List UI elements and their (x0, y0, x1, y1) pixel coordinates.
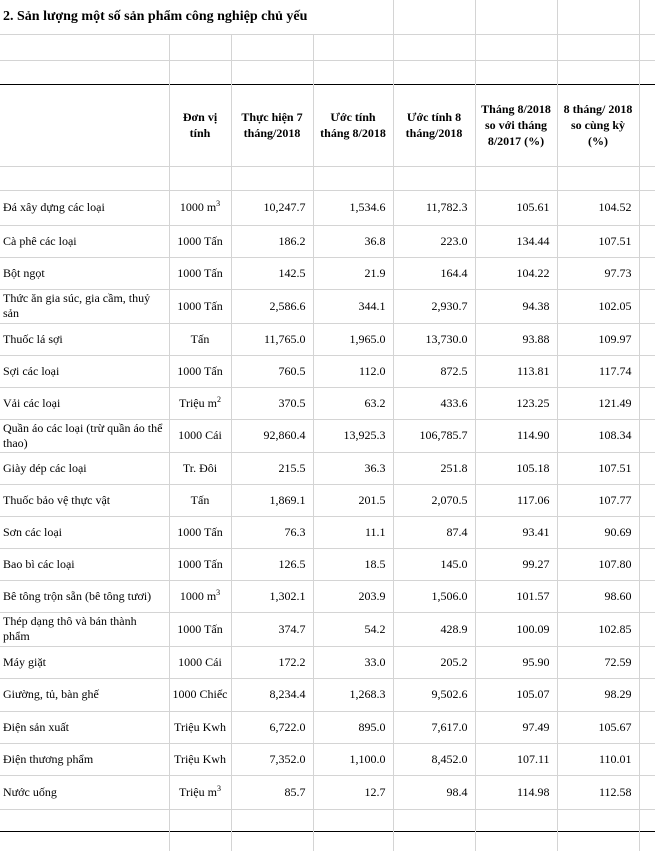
unit-text: 1000 Tấn (177, 363, 223, 378)
value-cell: 2,070.5 (393, 484, 475, 516)
product-unit (169, 711, 231, 743)
value-cell: 11.1 (313, 516, 393, 548)
product-name: Giường, tủ, bàn ghế (0, 678, 169, 711)
value-cell: 7,617.0 (393, 711, 475, 743)
title-row (0, 0, 655, 34)
product-unit (169, 612, 231, 646)
value-cell: 1,100.0 (313, 743, 393, 775)
value-cell: 87.4 (393, 516, 475, 548)
table-row (0, 612, 655, 646)
value-cell: 104.22 (475, 257, 557, 289)
value-cell: 94.38 (475, 289, 557, 323)
value-cell: 8,452.0 (393, 743, 475, 775)
unit-text: 1000 Tấn (177, 298, 223, 313)
table-row (0, 452, 655, 484)
value-cell: 2,930.7 (393, 289, 475, 323)
product-unit (169, 419, 231, 452)
value-cell: 36.3 (313, 452, 393, 484)
value-cell: 112.0 (313, 355, 393, 387)
product-unit (169, 484, 231, 516)
product-name: Nước uống (0, 775, 169, 809)
value-cell: 97.49 (475, 711, 557, 743)
unit-superscript: 3 (216, 587, 221, 597)
value-cell: 113.81 (475, 355, 557, 387)
value-cell: 2,586.6 (231, 289, 313, 323)
unit-text: Triệu Kwh (174, 751, 226, 766)
value-cell: 9,502.6 (393, 678, 475, 711)
value-cell: 760.5 (231, 355, 313, 387)
product-name: Bê tông trộn sẵn (bê tông tươi) (0, 580, 169, 612)
value-cell: 90.69 (557, 516, 639, 548)
value-cell: 114.98 (475, 775, 557, 809)
value-cell: 105.07 (475, 678, 557, 711)
table-row (0, 580, 655, 612)
table-row (0, 516, 655, 548)
value-cell: 85.7 (231, 775, 313, 809)
table-row (0, 355, 655, 387)
value-cell: 1,302.1 (231, 580, 313, 612)
unit-text: 1000 Tấn (177, 621, 223, 636)
unit-text: 1000 Chiếc (172, 687, 228, 701)
unit-text: 1000 m (179, 588, 217, 603)
value-cell: 1,965.0 (313, 323, 393, 355)
value-cell: 1,534.6 (313, 190, 393, 225)
value-cell: 92,860.4 (231, 419, 313, 452)
product-name: Sơn các loại (0, 516, 169, 548)
value-cell: 8,234.4 (231, 678, 313, 711)
value-cell: 215.5 (231, 452, 313, 484)
value-cell: 36.8 (313, 225, 393, 257)
table-title: 2. Sản lượng một số sản phẩm công nghiệp chủ yếu (3, 8, 308, 24)
unit-text: Triệu m (179, 784, 217, 799)
product-name: Quần áo các loại (trừ quần áo thể thao) (0, 419, 169, 452)
value-cell: 344.1 (313, 289, 393, 323)
product-name: Thuốc bảo vệ thực vật (0, 484, 169, 516)
value-cell: 105.67 (557, 711, 639, 743)
value-cell: 114.90 (475, 419, 557, 452)
value-cell: 172.2 (231, 646, 313, 678)
product-unit (169, 225, 231, 257)
unit-text: 1000 Tấn (177, 233, 223, 248)
value-cell: 102.85 (557, 612, 639, 646)
value-cell: 164.4 (393, 257, 475, 289)
value-cell: 134.44 (475, 225, 557, 257)
value-cell: 93.88 (475, 323, 557, 355)
table-row (0, 775, 655, 809)
product-unit (169, 452, 231, 484)
value-cell: 12.7 (313, 775, 393, 809)
value-cell: 98.60 (557, 580, 639, 612)
value-cell: 107.77 (557, 484, 639, 516)
product-unit (169, 775, 231, 809)
product-name: Sợi các loại (0, 355, 169, 387)
unit-superscript: 3 (216, 783, 221, 793)
value-cell: 428.9 (393, 612, 475, 646)
value-cell: 107.11 (475, 743, 557, 775)
unit-text: Triệu Kwh (174, 719, 226, 734)
product-name: Bột ngọt (0, 257, 169, 289)
value-cell: 97.73 (557, 257, 639, 289)
value-cell: 370.5 (231, 387, 313, 419)
product-unit (169, 257, 231, 289)
table-row (0, 323, 655, 355)
value-cell: 18.5 (313, 548, 393, 580)
unit-text: 1000 Tấn (177, 524, 223, 539)
table-row (0, 484, 655, 516)
product-unit (169, 580, 231, 612)
value-cell: 54.2 (313, 612, 393, 646)
value-cell: 98.4 (393, 775, 475, 809)
value-cell: 109.97 (557, 323, 639, 355)
value-cell: 107.51 (557, 452, 639, 484)
table-row (0, 646, 655, 678)
value-cell: 33.0 (313, 646, 393, 678)
value-cell: 11,765.0 (231, 323, 313, 355)
value-cell: 1,268.3 (313, 678, 393, 711)
product-unit (169, 548, 231, 580)
value-cell: 99.27 (475, 548, 557, 580)
value-cell: 117.74 (557, 355, 639, 387)
product-name: Bao bì các loại (0, 548, 169, 580)
value-cell: 105.18 (475, 452, 557, 484)
value-cell: 121.49 (557, 387, 639, 419)
table-row (0, 711, 655, 743)
table-row (0, 548, 655, 580)
product-name: Đá xây dựng các loại (0, 190, 169, 225)
value-cell: 117.06 (475, 484, 557, 516)
value-cell: 98.29 (557, 678, 639, 711)
value-cell: 106,785.7 (393, 419, 475, 452)
unit-text: 1000 Tấn (177, 556, 223, 571)
product-name: Máy giặt (0, 646, 169, 678)
value-cell: 72.59 (557, 646, 639, 678)
value-cell: 107.80 (557, 548, 639, 580)
product-name: Điện sản xuất (0, 711, 169, 743)
product-unit (169, 190, 231, 225)
header-c4: Tháng 8/2018 so với tháng 8/2017 (%) (475, 84, 557, 166)
table-row (0, 225, 655, 257)
product-name: Cà phê các loại (0, 225, 169, 257)
product-unit (169, 355, 231, 387)
value-cell: 11,782.3 (393, 190, 475, 225)
product-name: Giày dép các loại (0, 452, 169, 484)
value-cell: 100.09 (475, 612, 557, 646)
unit-text: 1000 Tấn (177, 265, 223, 280)
table-row (0, 257, 655, 289)
product-name: Điện thương phẩm (0, 743, 169, 775)
header-c1: Thực hiện 7 tháng/2018 (231, 84, 313, 166)
value-cell: 112.58 (557, 775, 639, 809)
value-cell: 1,869.1 (231, 484, 313, 516)
value-cell: 223.0 (393, 225, 475, 257)
unit-text: Tr. Đôi (182, 460, 218, 475)
value-cell: 10,247.7 (231, 190, 313, 225)
value-cell: 95.90 (475, 646, 557, 678)
product-unit (169, 323, 231, 355)
value-cell: 21.9 (313, 257, 393, 289)
product-unit (169, 678, 231, 711)
value-cell: 374.7 (231, 612, 313, 646)
value-cell: 433.6 (393, 387, 475, 419)
unit-text: Tấn (190, 492, 210, 507)
product-name: Thức ăn gia súc, gia cầm, thuỷ sản (0, 289, 169, 323)
value-cell: 7,352.0 (231, 743, 313, 775)
value-cell: 201.5 (313, 484, 393, 516)
value-cell: 186.2 (231, 225, 313, 257)
product-unit (169, 646, 231, 678)
value-cell: 142.5 (231, 257, 313, 289)
value-cell: 102.05 (557, 289, 639, 323)
header-c2: Ước tính tháng 8/2018 (313, 84, 393, 166)
product-name: Vải các loại (0, 387, 169, 419)
product-unit (169, 289, 231, 323)
unit-text: 1000 Cái (178, 654, 222, 669)
value-cell: 13,730.0 (393, 323, 475, 355)
product-unit (169, 516, 231, 548)
value-cell: 895.0 (313, 711, 393, 743)
table-row (0, 190, 655, 225)
unit-text: Tấn (190, 331, 210, 346)
table-row (0, 419, 655, 452)
value-cell: 203.9 (313, 580, 393, 612)
value-cell: 104.52 (557, 190, 639, 225)
header-c5: 8 tháng/ 2018 so cùng kỳ (%) (557, 84, 639, 166)
value-cell: 110.01 (557, 743, 639, 775)
unit-superscript: 3 (216, 199, 221, 208)
value-cell: 108.34 (557, 419, 639, 452)
value-cell: 123.25 (475, 387, 557, 419)
value-cell: 872.5 (393, 355, 475, 387)
value-cell: 63.2 (313, 387, 393, 419)
product-name: Thuốc lá sợi (0, 323, 169, 355)
product-unit (169, 387, 231, 419)
unit-text: 1000 m (179, 200, 217, 214)
header-unit: Đơn vị tính (169, 84, 231, 166)
value-cell: 76.3 (231, 516, 313, 548)
unit-text: 1000 Cái (178, 428, 222, 442)
table-row (0, 743, 655, 775)
table-row (0, 387, 655, 419)
product-name: Thép dạng thô và bán thành phẩm (0, 612, 169, 646)
value-cell: 101.57 (475, 580, 557, 612)
header-c3: Ước tính 8 tháng/2018 (393, 84, 475, 166)
value-cell: 13,925.3 (313, 419, 393, 452)
unit-superscript: 2 (216, 394, 221, 404)
value-cell: 205.2 (393, 646, 475, 678)
value-cell: 1,506.0 (393, 580, 475, 612)
value-cell: 105.61 (475, 190, 557, 225)
value-cell: 145.0 (393, 548, 475, 580)
value-cell: 93.41 (475, 516, 557, 548)
value-cell: 251.8 (393, 452, 475, 484)
product-unit (169, 743, 231, 775)
table-row (0, 678, 655, 711)
unit-text: Triệu m (179, 395, 217, 410)
header-row (0, 84, 655, 166)
value-cell: 107.51 (557, 225, 639, 257)
value-cell: 126.5 (231, 548, 313, 580)
value-cell: 6,722.0 (231, 711, 313, 743)
table-row (0, 289, 655, 323)
